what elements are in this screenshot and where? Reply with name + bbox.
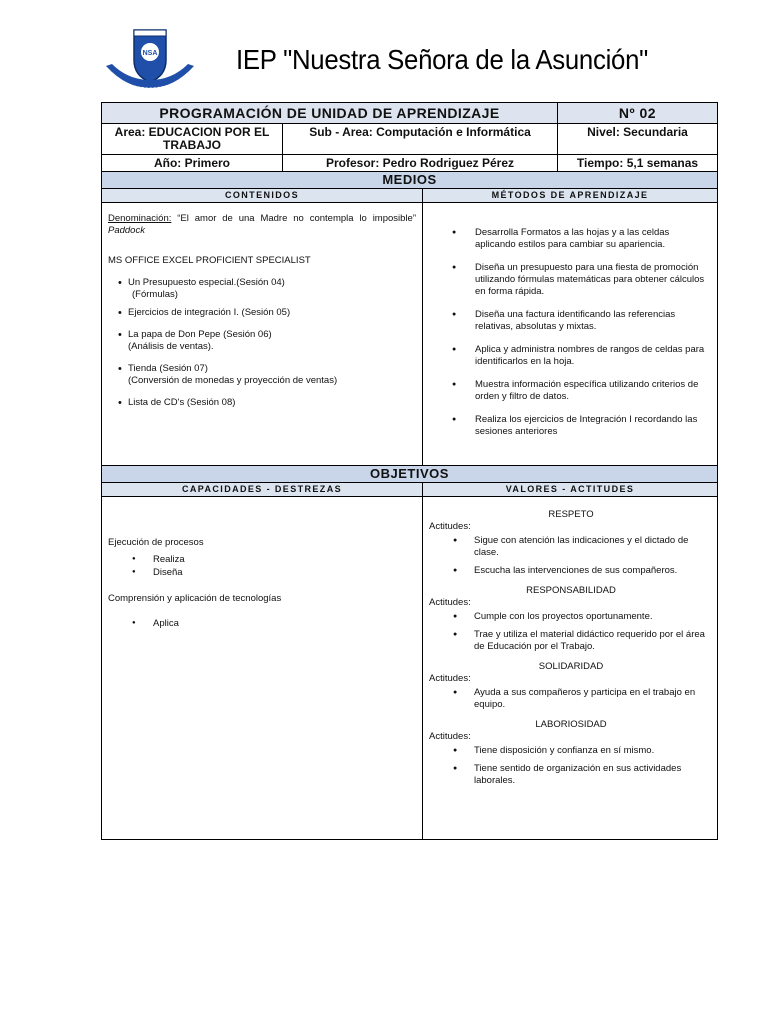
objetivos-content-row xyxy=(102,497,718,840)
capacidad-list xyxy=(108,617,416,630)
capacidades-cell xyxy=(102,497,423,840)
list-item: • Lista de CD's (Sesión 08) xyxy=(108,397,416,409)
teacher-label: Profesor: Pedro Rodriguez Pérez xyxy=(283,155,558,172)
capacidad-title: Comprensión y aplicación de tecnologías xyxy=(108,593,282,604)
unit-number: Nº 02 xyxy=(558,103,718,124)
list-item: ● Tiene sentido de organización en sus actividades laborales. xyxy=(429,763,713,787)
list-item: • Tienda (Sesión 07) (Conversión de monedas y proyección de ventas) xyxy=(108,363,416,387)
list-item: ● Escucha las intervenciones de sus compañeros. xyxy=(429,565,713,577)
list-item: • Un Presupuesto especial.(Sesión 04) (Fórmulas) xyxy=(108,277,416,301)
valor-name: SOLIDARIDAD xyxy=(538,661,604,672)
year-row xyxy=(102,155,718,172)
medios-section-title: MEDIOS xyxy=(102,172,718,189)
list-item: ● Desarrolla Formatos a las hojas y a las celdas aplicando estilos para cambiar su apariencia. xyxy=(423,227,705,251)
metodos-cell xyxy=(423,203,718,466)
capacidades-header: CAPACIDADES - DESTREZAS xyxy=(102,483,423,497)
valor-block xyxy=(429,585,713,653)
actitudes-label: Actitudes: xyxy=(429,673,471,684)
logo-lettering: NSA xyxy=(142,50,158,57)
medios-content-row xyxy=(102,203,718,466)
list-item: ● Muestra información específica utilizando criterios de orden y filtro de datos. xyxy=(423,379,705,403)
denominacion-author: Paddock xyxy=(108,225,145,236)
capacidad-list xyxy=(108,553,416,579)
actitudes-list xyxy=(429,535,713,577)
time-label: Tiempo: 5,1 semanas xyxy=(558,155,718,172)
list-item: ● Realiza xyxy=(108,553,416,566)
valor-name: RESPONSABILIDAD xyxy=(526,585,616,596)
objetivos-section-title: OBJETIVOS xyxy=(102,466,718,483)
valores-header: VALORES - ACTITUDES xyxy=(423,483,718,497)
denominacion-label: Denominación: xyxy=(108,213,172,224)
list-item: ● Ayuda a sus compañeros y participa en el trabajo en equipo. xyxy=(429,687,713,711)
level-label: Nivel: Secundaria xyxy=(558,124,718,155)
actitudes-list xyxy=(429,611,713,653)
actitudes-label: Actitudes: xyxy=(429,597,471,608)
course-name: MS OFFICE EXCEL PROFICIENT SPECIALIST xyxy=(108,255,311,266)
valores-cell xyxy=(423,497,718,840)
valor-block xyxy=(429,719,713,787)
valor-name: LABORIOSIDAD xyxy=(535,719,607,730)
school-crest-logo xyxy=(104,26,196,98)
subarea-label: Sub - Area: Computación e Informática xyxy=(283,124,558,155)
contenidos-cell xyxy=(102,203,423,466)
valor-block xyxy=(429,509,713,577)
contenidos-header: CONTENIDOS xyxy=(102,189,423,203)
list-item: ● Aplica xyxy=(108,617,416,630)
list-item: ● Tiene disposición y confianza en sí mismo. xyxy=(429,745,713,757)
contenidos-list xyxy=(108,277,416,409)
title-row xyxy=(102,103,718,124)
valor-block xyxy=(429,661,713,711)
capacidad-title: Ejecución de procesos xyxy=(108,537,204,548)
valor-name: RESPETO xyxy=(548,509,594,520)
unit-title: PROGRAMACIÓN DE UNIDAD DE APRENDIZAJE xyxy=(102,103,558,124)
list-item: • Ejercicios de integración I. (Sesión 05) xyxy=(108,307,416,319)
actitudes-label: Actitudes: xyxy=(429,521,471,532)
school-title: IEP "Nuestra Señora de la Asunción" xyxy=(236,44,648,75)
year-label: Año: Primero xyxy=(102,155,283,172)
area-row xyxy=(102,124,718,155)
actitudes-label: Actitudes: xyxy=(429,731,471,742)
unit-programming-table xyxy=(101,102,718,840)
list-item: ● Diseña una factura identificando las referencias relativas, absolutas y mixtas. xyxy=(423,309,705,333)
list-item: ● Diseña un presupuesto para una fiesta de promoción utilizando fórmulas matemáticas para obtener cálculos en forma rápida. xyxy=(423,262,705,298)
list-item: ● Sigue con atención las indicaciones y el dictado de clase. xyxy=(429,535,713,559)
denominacion xyxy=(108,213,416,237)
actitudes-list xyxy=(429,745,713,787)
list-item: ● Cumple con los proyectos oportunamente. xyxy=(429,611,713,623)
list-item: ● Aplica y administra nombres de rangos de celdas para identificarlos en la hoja. xyxy=(423,344,705,368)
list-item: ● Diseña xyxy=(108,566,416,579)
actitudes-list xyxy=(429,687,713,711)
metodos-header: MÉTODOS DE APRENDIZAJE xyxy=(423,189,718,203)
list-item: • La papa de Don Pepe (Sesión 06) (Análisis de ventas). xyxy=(108,329,416,353)
list-item: ● Trae y utiliza el material didáctico requerido por el área de Educación por el Trabajo. xyxy=(429,629,713,653)
denominacion-text: “El amor de una Madre no contempla lo imposible” xyxy=(171,213,416,224)
metodos-list xyxy=(423,227,705,438)
area-label: Area: EDUCACION POR EL TRABAJO xyxy=(102,124,283,155)
list-item: ● Realiza los ejercicios de Integración I recordando las sesiones anteriores xyxy=(423,414,705,438)
